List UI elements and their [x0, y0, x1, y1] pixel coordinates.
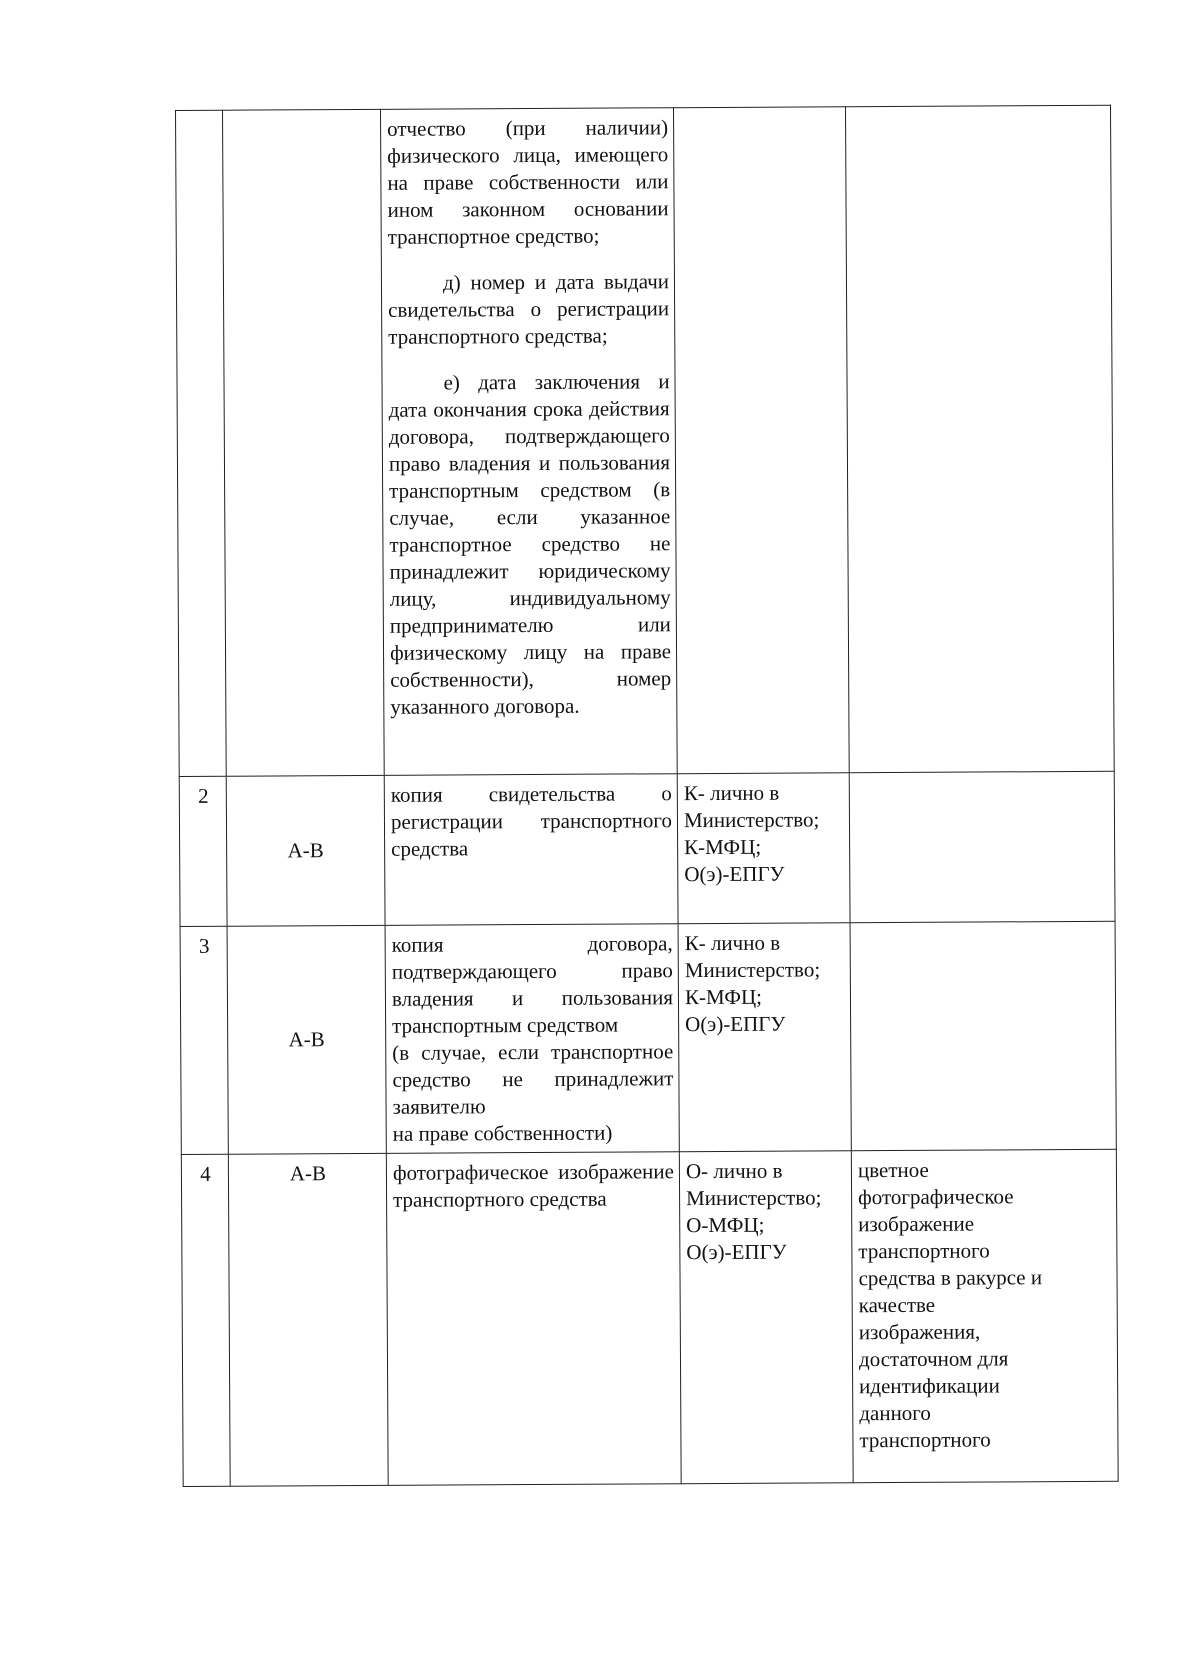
- row-number-cell: 3: [180, 926, 228, 1154]
- table-row: [180, 921, 1116, 1154]
- submission-way: К-МФЦ;: [684, 984, 763, 1010]
- requirement-line: цветное: [857, 1157, 929, 1183]
- description-paragraph: е) дата заключения и дата окончания срока действия договора, подтверждающего право владения и пользования транспортным средством (в случае, если указанное транспортное средство не принадлежит юридическому лицу, индивидуальному предпринимателю или физическому лицу на праве собственности), номер указанного договора.: [388, 369, 672, 719]
- submission-way: К- лично в: [683, 780, 780, 806]
- submission-ways-cell: [679, 1151, 853, 1484]
- category-cell: [223, 109, 385, 776]
- requirement-line: средства в ракурсе и: [858, 1265, 1043, 1291]
- requirement-line: качестве: [858, 1292, 936, 1318]
- row-number-cell: 4: [181, 1154, 230, 1486]
- submission-ways-cell: [677, 773, 850, 924]
- description-line: на праве собственности): [392, 1120, 613, 1146]
- submission-ways-cell: [678, 923, 851, 1152]
- submission-way: Министерство;: [684, 957, 821, 983]
- description-cell: [380, 108, 677, 776]
- row-number-cell: [176, 110, 227, 776]
- description-text: копия свидетельства о регистрации транспортного средства: [390, 781, 673, 861]
- requirement-line: изображение: [858, 1211, 975, 1237]
- requirements-cell: [845, 105, 1114, 772]
- requirements-cell: [851, 1149, 1118, 1482]
- requirements-cell: [850, 921, 1116, 1150]
- requirement-line: фотографическое: [858, 1184, 1014, 1210]
- description-cell: [384, 774, 678, 926]
- table-row: [181, 1149, 1118, 1486]
- requirement-line: идентификации: [859, 1373, 1000, 1399]
- description-cell: [385, 924, 679, 1154]
- requirement-line: транспортного: [858, 1238, 990, 1264]
- category-cell: А-В: [227, 925, 386, 1154]
- submission-way: Министерство;: [683, 807, 820, 833]
- description-paragraph: отчество (при наличии) физического лица, имеющего на праве собственности или ином законном основании транспортное средство;: [387, 115, 669, 249]
- table-row: [176, 105, 1115, 776]
- submission-way: О(э)-ЕПГУ: [684, 861, 785, 887]
- requirement-line: транспортного: [859, 1427, 991, 1453]
- description-line: (в случае, если транспортное средство не принадлежит заявителю: [392, 1039, 674, 1119]
- requirement-line: изображения,: [858, 1319, 981, 1345]
- submission-way: О- лично в: [685, 1158, 783, 1184]
- requirements-cell: [849, 771, 1115, 922]
- requirement-line: достаточном для: [858, 1346, 1009, 1372]
- category-cell: А-В: [226, 775, 385, 926]
- submission-way: О(э)-ЕПГУ: [685, 1011, 786, 1037]
- submission-way: К- лично в: [684, 930, 781, 956]
- submission-ways-cell: [673, 107, 849, 774]
- submission-way: О(э)-ЕПГУ: [686, 1239, 787, 1265]
- requirement-line: данного: [859, 1400, 931, 1426]
- submission-way: О-МФЦ;: [686, 1212, 765, 1238]
- row-number-cell: 2: [179, 776, 227, 926]
- description-paragraph: д) номер и дата выдачи свидетельства о регистрации транспортного средства;: [388, 269, 670, 349]
- description-text: фотографическое изображение транспортного средства: [392, 1159, 675, 1212]
- submission-way: Министерство;: [686, 1185, 822, 1211]
- category-cell: А-В: [228, 1153, 388, 1486]
- submission-way: К-МФЦ;: [684, 834, 762, 860]
- table-row: [179, 771, 1115, 926]
- description-line: копия договора, подтверждающего право владения и пользования транспортным средством: [391, 931, 674, 1038]
- documents-table: [175, 105, 1119, 1487]
- description-cell: [386, 1152, 681, 1486]
